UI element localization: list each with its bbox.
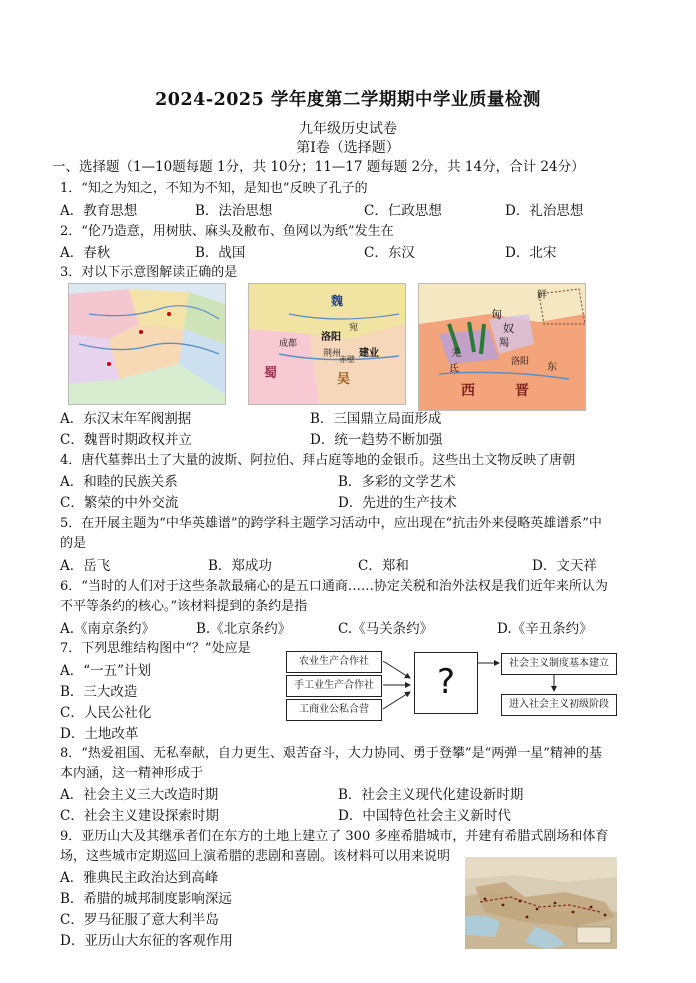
map2-label-chengdu: 成都 (279, 339, 298, 349)
question-6-stem-cont: 不平等条约的核心。”该材料提到的条约是指 (60, 599, 308, 614)
q3-option-b[interactable]: B．三国鼎立局面形成 (310, 411, 442, 427)
q8-option-c[interactable]: C．社会主义建设探索时期 (60, 808, 219, 824)
q9-option-b[interactable]: B．希腊的城邦制度影响深远 (60, 891, 232, 907)
map2-label-wu: 吴 (337, 372, 351, 387)
map3-label-dong: 东 (547, 362, 557, 373)
q1-option-c[interactable]: C．仁政思想 (364, 203, 442, 219)
question-6-stem: 6．“当时的人们对于这些条款最痛心的是五口通商……协定关税和治外法权是我们近年来所认为 (60, 579, 608, 594)
socialist-transformation-diagram (286, 648, 616, 720)
question-5-stem-cont: 的是 (60, 536, 87, 551)
q9-option-a[interactable]: A．雅典民主政治达到高峰 (60, 870, 219, 886)
q8-option-a[interactable]: A．社会主义三大改造时期 (60, 787, 219, 803)
q9-option-d[interactable]: D．亚历山大东征的客观作用 (60, 933, 233, 949)
map3-label-xiong: 匈 (491, 308, 502, 321)
exam-subtitle: 九年级历史试卷 (299, 121, 397, 137)
q1-option-d[interactable]: D．礼治思想 (505, 203, 584, 219)
question-1-stem: 1．“知之为知之，不知为不知，是知也”反映了孔子的 (60, 181, 368, 196)
q6-option-a[interactable]: A.《南京条约》 (60, 621, 156, 637)
q2-option-c[interactable]: C．东汉 (364, 245, 415, 261)
q9-option-c[interactable]: C．罗马征服了意大利半岛 (60, 912, 219, 928)
map2-label-jianye: 建业 (359, 348, 379, 359)
map2-label-shu: 蜀 (264, 366, 278, 381)
q4-option-c[interactable]: C．繁荣的中外交流 (60, 495, 179, 511)
q6-option-b[interactable]: B.《北京条约》 (196, 621, 292, 637)
question-4-stem: 4．唐代墓葬出土了大量的波斯、阿拉伯、拜占庭等地的金银币。这些出土文物反映了唐朝 (60, 453, 576, 468)
q8-option-b[interactable]: B．社会主义现代化建设新时期 (338, 787, 524, 803)
q7-option-d[interactable]: D．土地改革 (60, 726, 139, 742)
q8-option-d[interactable]: D．中国特色社会主义新时代 (338, 808, 511, 824)
q5-option-a[interactable]: A．岳飞 (60, 558, 111, 574)
map2-label-wan: 宛 (349, 323, 359, 333)
map2-label-chibi: 赤壁 (339, 355, 355, 364)
q3-option-a[interactable]: A．东汉末年军阀割据 (60, 411, 192, 427)
q5-option-d[interactable]: D．文天祥 (532, 558, 597, 574)
flow-box-commerce: 工商业公私合营 (286, 699, 382, 721)
flow-box-handicraft: 手工业生产合作社 (286, 675, 382, 697)
map3-label-xian: 鲜 (537, 290, 547, 301)
question-2-stem: 2．“伦乃造意，用树肤、麻头及敝布、鱼网以为纸”发生在 (60, 224, 394, 239)
q3-option-d[interactable]: D．统一趋势不断加强 (310, 432, 443, 448)
map3-label-xi: 西 (461, 383, 475, 399)
q7-option-b[interactable]: B．三大改造 (60, 684, 138, 700)
q4-option-a[interactable]: A．和睦的民族关系 (60, 474, 178, 490)
q6-option-d[interactable]: D.《辛丑条约》 (497, 621, 593, 637)
map3-label-di: 氐 (449, 364, 459, 375)
map-alexander-empire (465, 857, 617, 949)
q6-option-c[interactable]: C.《马关条约》 (338, 621, 434, 637)
map3-label-qiang: 羌 (451, 348, 461, 359)
q5-option-c[interactable]: C．郑和 (358, 558, 409, 574)
question-9-stem-cont: 场，这些城市定期巡回上演希腊的悲剧和喜剧。该材料可以用来说明 (60, 849, 451, 864)
flow-box-primary-stage: 进入社会主义初级阶段 (501, 694, 617, 716)
map3-label-nu: 奴 (503, 322, 514, 335)
map3-label-jie: 羯 (499, 338, 509, 349)
q5-option-b[interactable]: B．郑成功 (208, 558, 272, 574)
q7-option-a[interactable]: A．“一五”计划 (60, 663, 152, 679)
q4-option-d[interactable]: D．先进的生产技术 (338, 495, 457, 511)
map2-label-luoyang: 洛阳 (321, 332, 341, 343)
exam-part: 第Ⅰ卷（选择题） (296, 140, 400, 156)
flow-box-system-established: 社会主义制度基本建立 (501, 653, 617, 675)
q2-option-a[interactable]: A．春秋 (60, 245, 111, 261)
q1-option-a[interactable]: A．教育思想 (60, 203, 138, 219)
map3-label-luoyang: 洛阳 (511, 357, 530, 367)
map2-label-jingzhou: 荆州 (323, 349, 342, 359)
q4-option-b[interactable]: B．多彩的文学艺术 (338, 474, 456, 490)
q7-option-c[interactable]: C．人民公社化 (60, 705, 152, 721)
question-8-stem: 8．“热爱祖国、无私奉献，自力更生、艰苦奋斗，大力协同、勇于登攀”是“两弹一星”精神的基 (60, 746, 602, 761)
exam-title: 2024-2025 学年度第二学期期中学业质量检测 (155, 90, 541, 110)
question-8-stem-cont: 本内涵，这一精神形成于 (60, 766, 204, 781)
question-7-stem: 7．下列思维结构图中“？”处应是 (60, 641, 251, 656)
map-east-han-warlords (68, 283, 226, 405)
q2-option-d[interactable]: D．北宋 (505, 245, 557, 261)
q3-option-c[interactable]: C．魏晋时期政权并立 (60, 432, 192, 448)
map3-label-jin: 晋 (515, 383, 529, 399)
q1-option-b[interactable]: B．法治思想 (195, 203, 273, 219)
question-9-stem: 9．亚历山大及其继承者们在东方的土地上建立了 300 多座希腊城市，并建有希腊式剧场和体育 (60, 829, 609, 844)
map2-label-wei: 魏 (331, 294, 344, 308)
question-3-stem: 3．对以下示意图解读正确的是 (60, 265, 238, 280)
map-western-jin (418, 283, 586, 411)
map-three-kingdoms (248, 283, 406, 405)
question-5-stem: 5．在开展主题为“中华英雄谱”的跨学科主题学习活动中，应出现在“抗击外来侵略英雄谱系”中 (60, 516, 602, 531)
section-heading: 一、选择题（1—10题每题 1分，共 10分；11—17 题每题 2分，共 14分，合计 24分） (52, 159, 585, 175)
q2-option-b[interactable]: B．战国 (195, 245, 246, 261)
flow-question-box: ? (414, 652, 478, 714)
flow-box-agriculture: 农业生产合作社 (286, 651, 382, 673)
